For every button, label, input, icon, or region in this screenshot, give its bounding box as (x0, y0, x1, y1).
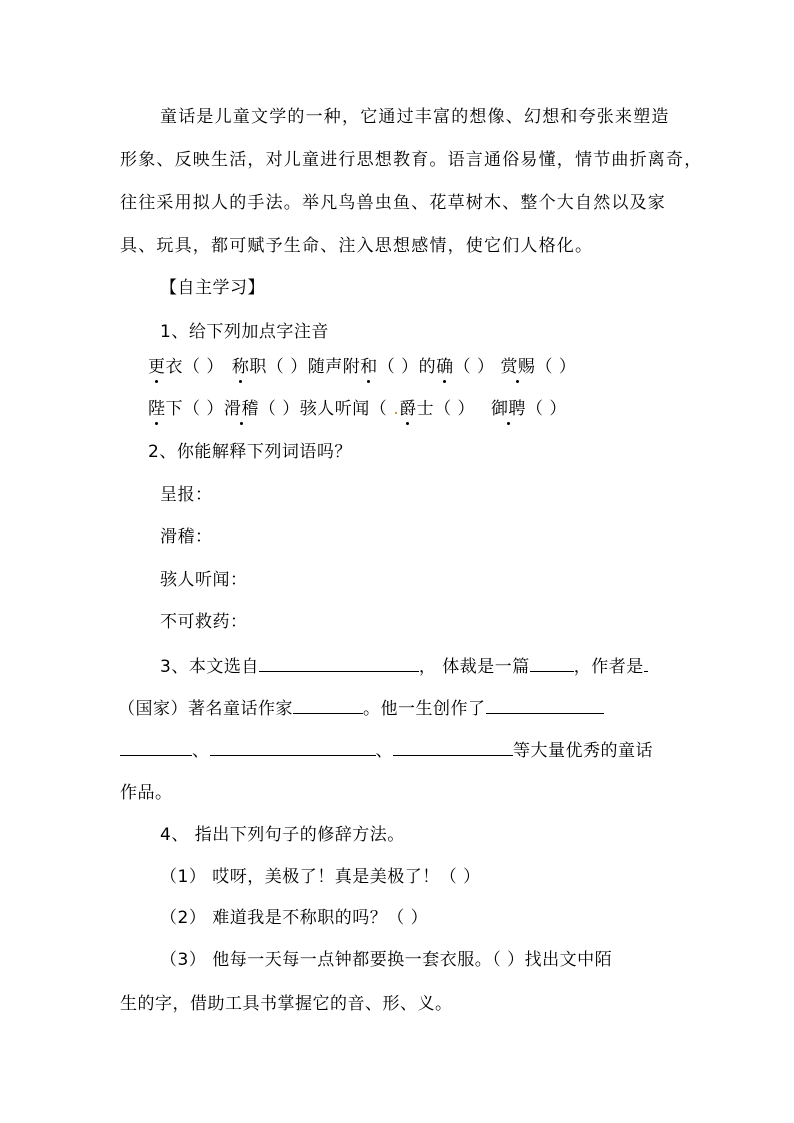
q4-title: 4、 指出下列句子的修辞方法。 (160, 825, 405, 845)
dotted-char: 爵 (399, 399, 417, 419)
genre-blank[interactable] (530, 655, 574, 672)
intro-line-3: 往往采用拟人的手法。举凡鸟兽虫鱼、花草树木、整个大自然以及家 (120, 193, 666, 213)
dotted-char: 和 (360, 357, 378, 377)
q1-text: （ ）骇人听闻（ (258, 399, 388, 419)
q3-text: ， 体裁是一篇 (418, 657, 530, 677)
q3-text: 。他一生创作了 (363, 699, 486, 719)
q3-text: 等大量优秀的童话 (513, 741, 653, 761)
dotted-char: 更 (148, 357, 166, 377)
q2-item: 呈报： (160, 485, 213, 505)
dotted-char: 陛 (148, 399, 166, 419)
q3-line-4: 作品。 (120, 783, 173, 803)
work-blank-3[interactable] (210, 739, 376, 756)
q4-sentence-2: （2） 难道我是不称职的吗？（ ） (160, 908, 429, 928)
q3-line-1 (160, 655, 648, 678)
q3-text: 3、本文选自 (160, 657, 259, 677)
q3-line-3 (120, 739, 653, 762)
q1-text: （ ） (535, 357, 577, 377)
q3-line-2 (118, 697, 604, 720)
q3-text: 、 (192, 741, 210, 761)
q2-item: 不可救药： (160, 612, 248, 632)
q1-text: （ ） (453, 357, 495, 377)
dotted-char: 滑稽 (223, 399, 259, 419)
q4-sentence-3: （3） 他每一天每一点钟都要换一套衣服。（ ）找出文中陌 (160, 950, 613, 970)
country-blank[interactable] (644, 655, 648, 672)
q1-text: 衣（ ） (165, 357, 224, 377)
q2-title: 2、你能解释下列词语吗？ (148, 442, 352, 462)
q4-sentence-1: （1） 哎呀，美极了！真是美极了！（ ） (160, 867, 481, 887)
dotted-char: 御聘 (490, 399, 526, 419)
work-blank-1[interactable] (486, 697, 604, 714)
section-title: 【自主学习】 (160, 278, 265, 298)
q1-text: （ ）的 (377, 357, 437, 377)
work-blank-2[interactable] (120, 739, 192, 756)
q1-row-1 (148, 356, 576, 378)
q1-text: 职（ ）随声附 (249, 357, 361, 377)
q3-text: （国家）著名童话作家 (118, 699, 293, 719)
author-blank[interactable] (293, 697, 363, 714)
work-blank-4[interactable] (393, 739, 513, 756)
intro-line-1: 童话是儿童文学的一种，它通过丰富的想像、幻想和夸张来塑造 (160, 107, 670, 127)
q1-text: （ ） (525, 399, 567, 419)
intro-line-4: 具、玩具，都可赋予生命、注入思想感情，使它们人格化。 (120, 236, 594, 256)
source-blank[interactable] (259, 655, 419, 672)
q4-sentence-4: 生的字，借助工具书掌握它的音、形、义。 (120, 994, 453, 1014)
dotted-char: 赏赐 (500, 357, 536, 377)
q1-row-2 (148, 398, 567, 420)
q3-text: ，作者是 (573, 657, 644, 677)
stray-mark: . (387, 399, 400, 419)
dotted-char: 称 (231, 357, 250, 377)
q1-text: 士（ ） (416, 399, 476, 419)
q3-text: 、 (375, 741, 393, 761)
intro-line-2: 形象、反映生活，对儿童进行思想教育。语言通俗易懂，情节曲折离奇， (120, 150, 703, 170)
q2-item: 骇人听闻： (160, 570, 248, 590)
q1-text: 下（ ） (165, 399, 224, 419)
dotted-char: 确 (436, 357, 454, 377)
q1-title: 1、给下列加点字注音 (160, 322, 329, 342)
q2-item: 滑稽： (160, 527, 213, 547)
